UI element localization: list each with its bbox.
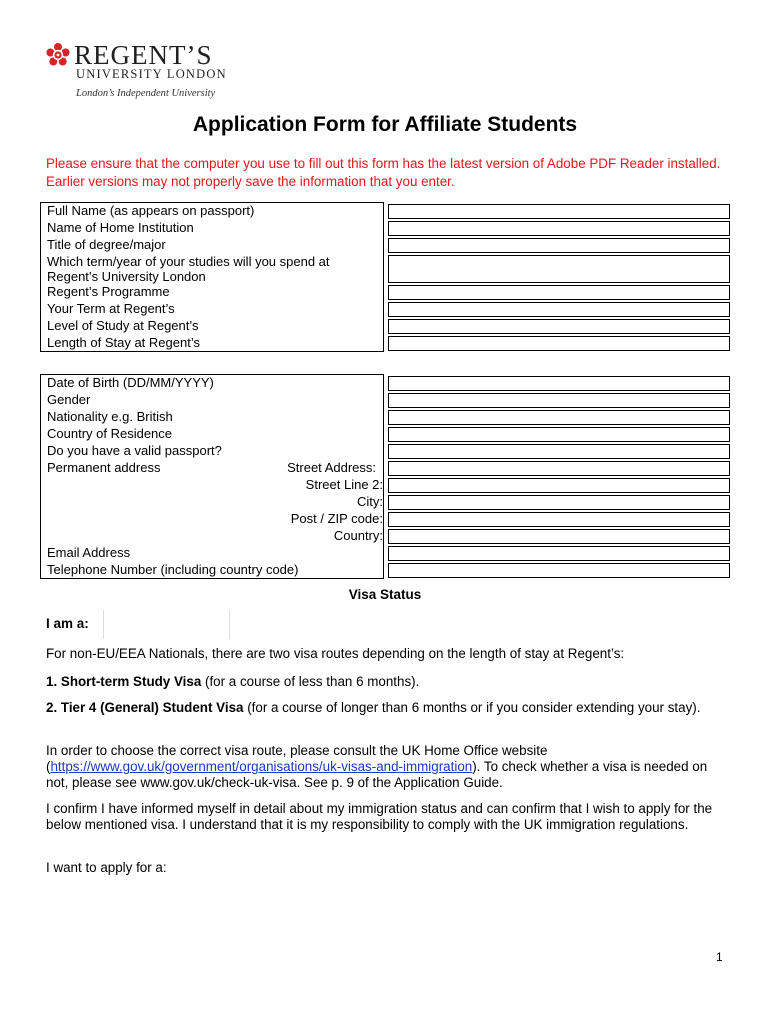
logo-tagline: London’s Independent University	[76, 88, 216, 99]
label-level-of-study: Level of Study at Regent’s	[41, 318, 384, 335]
street-address-field[interactable]	[388, 461, 730, 476]
country-of-residence-field[interactable]	[388, 427, 730, 442]
iam-label: I am a:	[46, 616, 89, 631]
label-study-term-line1: Which term/year of your studies will you spend at	[47, 253, 330, 269]
visa-route-2-desc: (for a course of longer than 6 months or if you consider extending your stay).	[243, 700, 701, 715]
label-nationality: Nationality e.g. British	[41, 409, 384, 426]
street-line-2-field[interactable]	[388, 478, 730, 493]
label-date-of-birth: Date of Birth (DD/MM/YYYY)	[41, 375, 384, 392]
label-telephone: Telephone Number (including country code)	[41, 562, 384, 579]
label-home-institution: Name of Home Institution	[41, 220, 384, 237]
level-of-study-field[interactable]	[388, 319, 730, 334]
label-street-address	[41, 460, 384, 477]
nationality-status-dropdown[interactable]	[103, 610, 230, 639]
label-degree-title: Title of degree/major	[41, 237, 384, 254]
page-title: Application Form for Affiliate Students	[192, 113, 578, 136]
visa-consult-paragraph	[46, 743, 718, 791]
rose-emblem-icon	[46, 43, 70, 67]
label-length-of-stay: Length of Stay at Regent’s	[41, 335, 384, 352]
degree-title-field[interactable]	[388, 238, 730, 253]
label-post-zip: Post / ZIP code:	[41, 511, 384, 528]
label-country: Country:	[41, 528, 384, 545]
gender-field[interactable]	[388, 393, 730, 408]
label-valid-passport: Do you have a valid passport?	[41, 443, 384, 460]
visa-route-2-title: 2. Tier 4 (General) Student Visa	[46, 700, 244, 715]
term-at-regents-field[interactable]	[388, 302, 730, 317]
city-field[interactable]	[388, 495, 730, 510]
post-zip-field[interactable]	[388, 512, 730, 527]
full-name-field[interactable]	[388, 204, 730, 219]
label-full-name: Full Name (as appears on passport)	[41, 203, 384, 220]
logo-subtitle: UNIVERSITY LONDON	[76, 67, 227, 81]
label-study-term-line2: Regent’s University London	[47, 268, 206, 284]
label-gender: Gender	[41, 392, 384, 409]
visa-route-1-title: 1. Short-term Study Visa	[46, 674, 202, 689]
label-study-term	[41, 254, 384, 284]
label-street-line-2: Street Line 2:	[41, 477, 384, 494]
nationality-field[interactable]	[388, 410, 730, 425]
label-term-at-regents: Your Term at Regent’s	[41, 301, 384, 318]
visa-route-1-desc: (for a course of less than 6 months).	[201, 674, 420, 689]
label-country-of-residence: Country of Residence	[41, 426, 384, 443]
consult-text-before: In order to choose the correct visa route, please consult the UK Home Office website (	[46, 743, 548, 774]
study-term-field[interactable]	[388, 255, 730, 283]
visa-route-2	[46, 700, 718, 716]
personal-info-table	[40, 202, 731, 352]
immigration-confirmation: I confirm I have informed myself in detail about my immigration status and can confirm that I wish to apply for the below mentioned visa. I understand that it is my responsibility to comply with the UK immigration regulations.	[46, 801, 713, 832]
visa-status-heading: Visa Status	[348, 587, 422, 602]
label-city: City:	[41, 494, 384, 511]
visa-route-1	[46, 674, 718, 690]
apply-for-label: I want to apply for a:	[46, 860, 167, 875]
label-permanent-address: Permanent address	[47, 459, 161, 475]
label-street-address-text: Street Address:	[287, 459, 376, 475]
regents-programme-field[interactable]	[388, 285, 730, 300]
pdf-reader-warning: Please ensure that the computer you use to fill out this form has the latest version of Adobe PDF Reader installed. Earlier versions may not properly save the information that you enter.	[46, 156, 721, 189]
visa-intro: For non-EU/EEA Nationals, there are two visa routes depending on the length of stay at Regent’s:	[46, 646, 625, 661]
page-number: 1	[716, 950, 723, 964]
label-email: Email Address	[41, 545, 384, 562]
contact-info-table	[40, 374, 731, 579]
consult-text-after: ). To check whether a visa is needed on not, please see www.gov.uk/check-uk-visa. See p. 9 of the Application Guide.	[46, 759, 708, 790]
home-institution-field[interactable]	[388, 221, 730, 236]
email-field[interactable]	[388, 546, 730, 561]
length-of-stay-field[interactable]	[388, 336, 730, 351]
logo-wordmark: REGENT’S	[74, 40, 213, 70]
home-office-link[interactable]: https://www.gov.uk/government/organisations/uk-visas-and-immigration	[50, 759, 473, 774]
telephone-field[interactable]	[388, 563, 730, 578]
university-logo	[46, 40, 246, 102]
date-of-birth-field[interactable]	[388, 376, 730, 391]
country-field[interactable]	[388, 529, 730, 544]
valid-passport-field[interactable]	[388, 444, 730, 459]
label-regents-programme: Regent’s Programme	[41, 284, 384, 301]
